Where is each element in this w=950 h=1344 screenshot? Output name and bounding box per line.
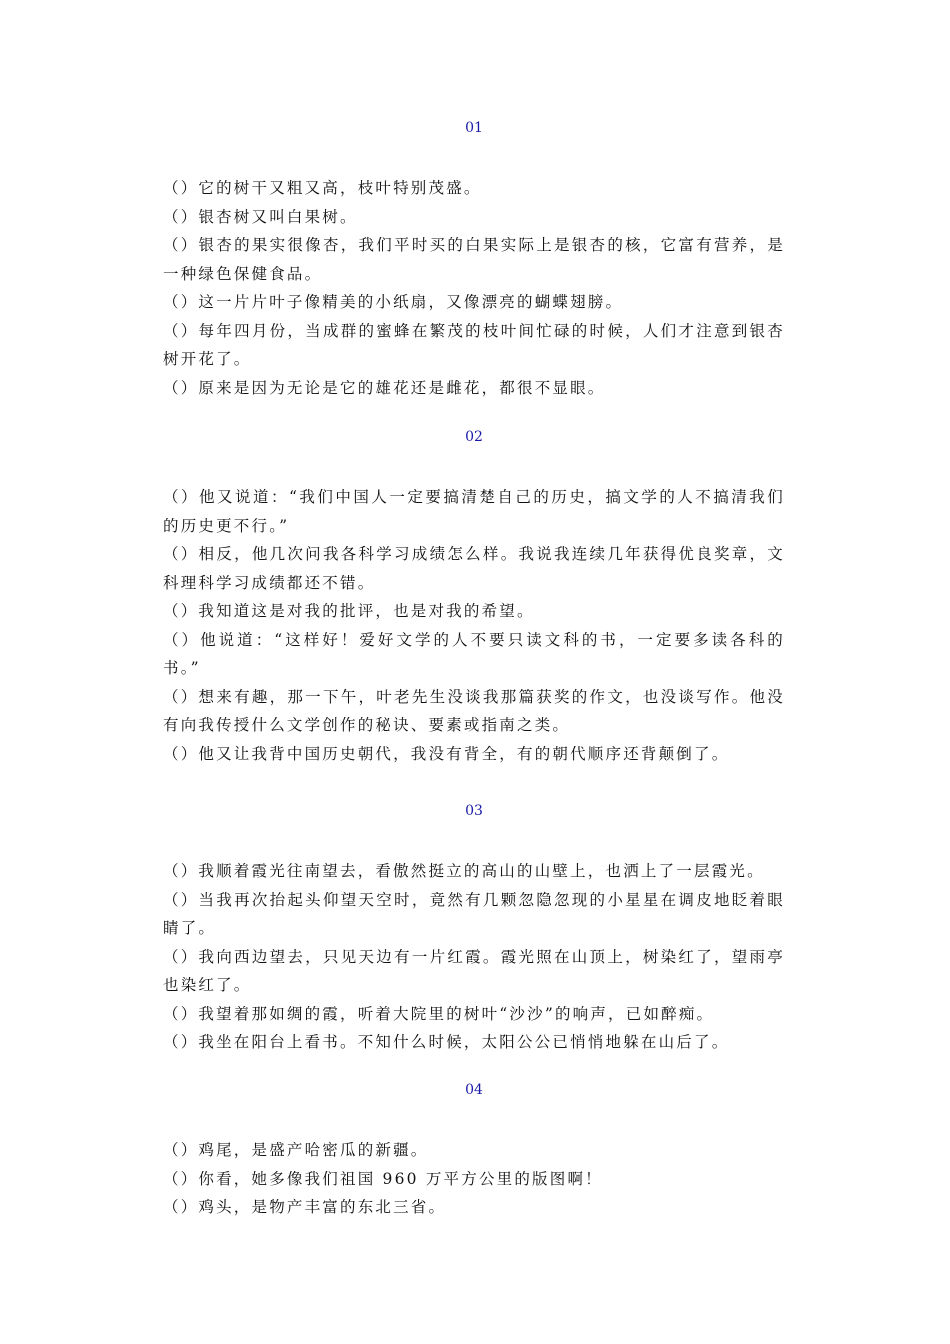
sentence-item: （）当我再次抬起头仰望天空时，竟然有几颗忽隐忽现的小星星在调皮地眨着眼睛了。 <box>163 890 785 937</box>
section-03 <box>163 801 785 1057</box>
section-02 <box>163 427 785 768</box>
sentence-item: （）原来是因为无论是它的雄花还是雌花，都很不显眼。 <box>163 378 606 397</box>
sentence-item: （）我知道这是对我的批评，也是对我的希望。 <box>163 602 535 620</box>
sentence-list <box>163 1136 785 1222</box>
section-number: 03 <box>465 803 483 819</box>
sentence-list <box>163 483 785 768</box>
sentence-item: （）我坐在阳台上看书。不知什么时候，太阳公公已悄悄地躲在山后了。 <box>163 1033 730 1051</box>
sentence-item: （）想来有趣，那一下午，叶老先生没谈我那篇获奖的作文，也没谈写作。他没有向我传授什么文学创作的秘诀、要素或指南之类。 <box>163 687 785 734</box>
section-number: 04 <box>465 1082 483 1098</box>
section-number: 02 <box>465 429 483 445</box>
section-number: 01 <box>465 120 483 136</box>
sentence-item: （）这一片片叶子像精美的小纸扇，又像漂亮的蝴蝶翅膀。 <box>163 293 624 311</box>
sentence-item: （）我顺着霞光往南望去，看傲然挺立的高山的山壁上，也洒上了一层霞光。 <box>163 862 765 880</box>
sentence-item: （）相反，他几次问我各科学习成绩怎么样。我说我连续几年获得优良奖章，文科理科学习成绩都还不错。 <box>163 545 785 592</box>
sentence-item: （）银杏的果实很像杏，我们平时买的白果实际上是银杏的核，它富有营养，是一种绿色保健食品。 <box>163 236 785 283</box>
sentence-item: （）鸡尾，是盛产哈密瓜的新疆。 <box>163 1141 429 1159</box>
sentence-item: （）每年四月份，当成群的蜜蜂在繁茂的枝叶间忙碌的时候，人们才注意到银杏树开花了。 <box>163 321 785 368</box>
sentence-list <box>163 174 785 402</box>
sentence-item: （）他说道：“这样好！爱好文学的人不要只读文科的书，一定要多读各科的书。” <box>163 630 785 677</box>
sentence-list <box>163 857 785 1057</box>
sentence-item: （）它的树干又粗又高，枝叶特别茂盛。 <box>163 179 482 197</box>
sentence-item: （）我望着那如绸的霞，听着大院里的树叶“沙沙”的响声，已如醉痴。 <box>163 1004 715 1023</box>
sentence-item: （）鸡头，是物产丰富的东北三省。 <box>163 1198 447 1216</box>
section-04 <box>163 1080 785 1222</box>
sentence-item: （）银杏树又叫白果树。 <box>163 207 358 226</box>
section-01 <box>163 118 785 402</box>
sentence-item: （）你看，她多像我们祖国 960 万平方公里的版图啊！ <box>163 1169 603 1188</box>
sentence-item: （）他又让我背中国历史朝代，我没有背全，有的朝代顺序还背颠倒了。 <box>163 744 730 763</box>
sentence-item: （）他又说道：“我们中国人一定要搞清楚自己的历史，搞文学的人不搞清我们的历史更不行。” <box>163 488 785 535</box>
sentence-item: （）我向西边望去，只见天边有一片红霞。霞光照在山顶上，树染红了，望雨亭也染红了。 <box>163 947 785 994</box>
